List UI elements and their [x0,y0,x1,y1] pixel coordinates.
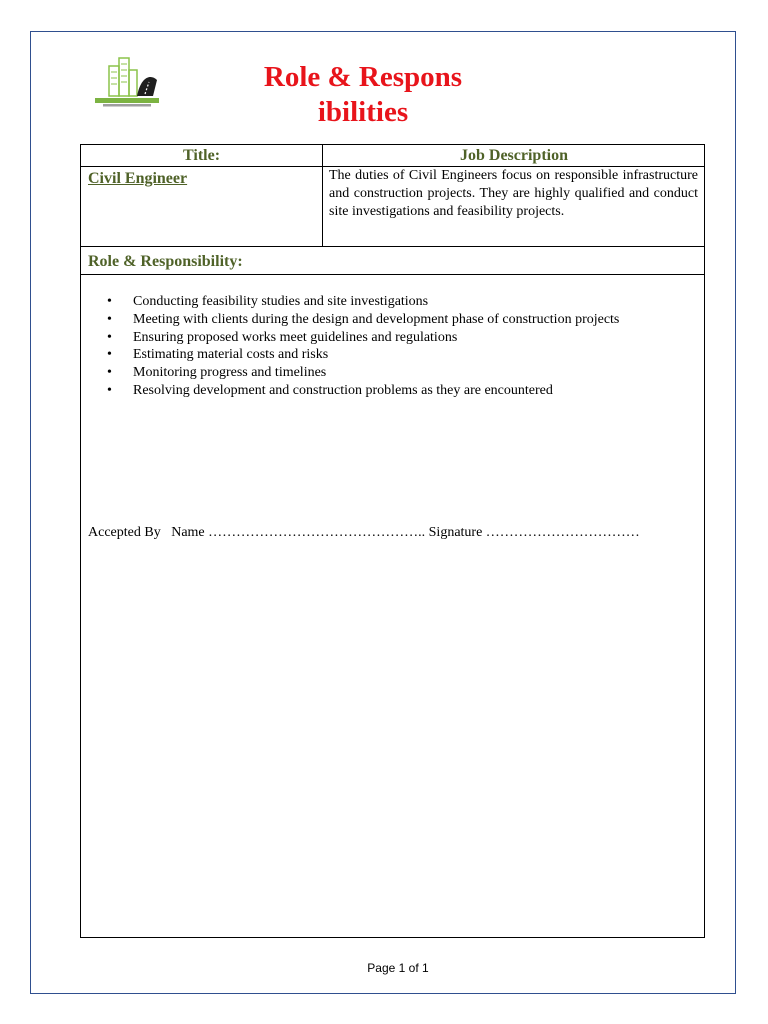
accepted-by-label: Accepted By [88,525,161,540]
list-item: • Resolving development and construction problems as they are encountered [107,382,619,400]
page-number: Page 1 of 1 [367,961,429,975]
list-item: • Meeting with clients during the design and development phase of construction projects [107,311,619,329]
row-divider [81,246,704,247]
signature-label: Signature [428,525,483,540]
description-column-header: Job Description [460,147,568,164]
accepted-by-line [88,524,640,542]
responsibility-heading: Role & Responsibility: [88,253,243,270]
signature-field[interactable]: …………………………… [485,525,640,540]
role-table [80,144,705,938]
responsibility-list [107,293,619,400]
row-divider [81,274,704,275]
job-title: Civil Engineer [88,170,188,187]
page-title: Role & Responsibilities [263,61,463,128]
name-field[interactable]: ……………………………………….. [208,525,426,540]
list-item: • Conducting feasibility studies and site investigations [107,293,619,311]
title-column-header: Title: [182,147,221,164]
list-item: • Ensuring proposed works meet guidelines and regulations [107,329,619,347]
list-item: • Estimating material costs and risks [107,346,619,364]
list-item: • Monitoring progress and timelines [107,364,619,382]
green-solutions-logo-icon [91,54,163,110]
job-description: The duties of Civil Engineers focus on responsible infrastructure and construction projects. They are highly qualified and conduct site investigations and feasibility projects. [329,168,698,219]
name-label: Name [171,525,205,540]
